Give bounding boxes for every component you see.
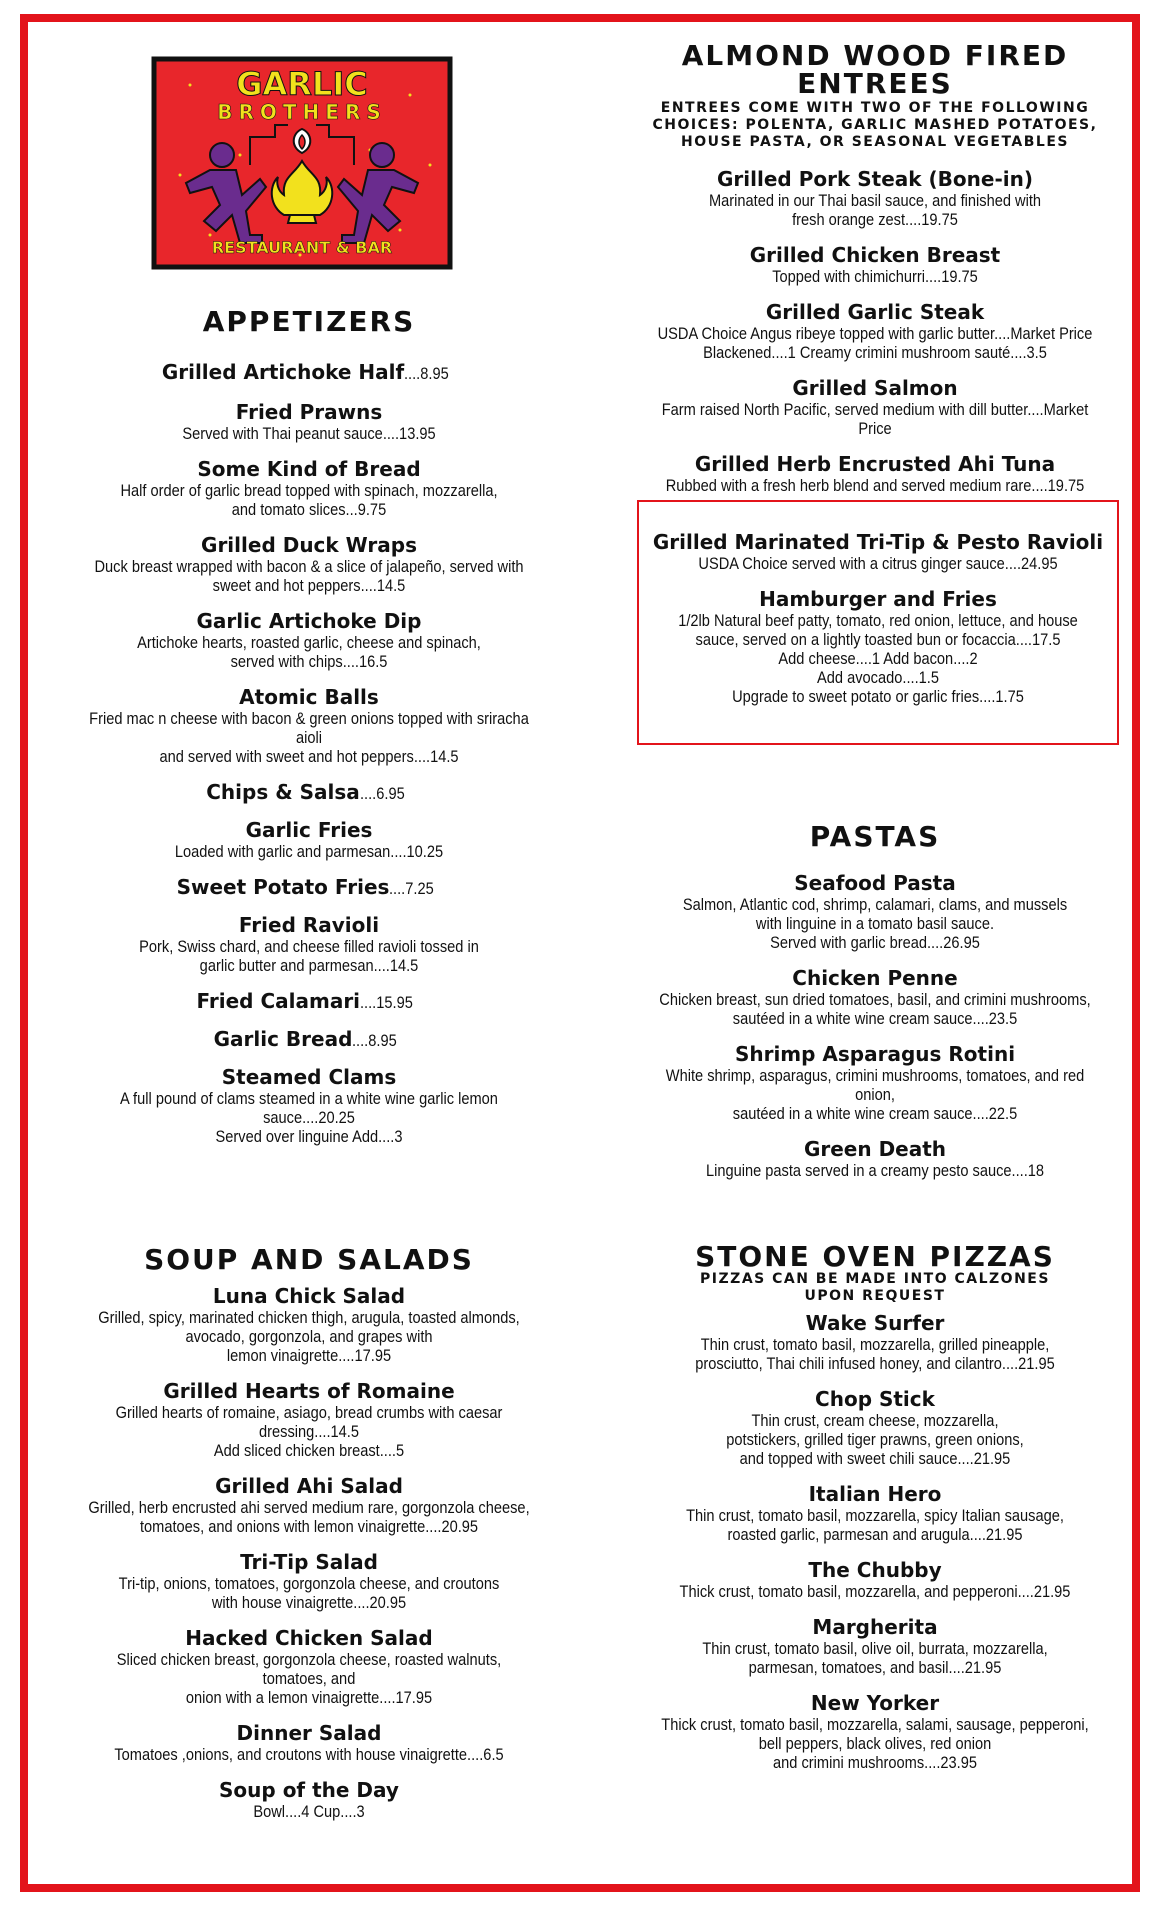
menu-item: [48, 1381, 570, 1460]
item-description: Linguine pasta served in a creamy pesto sauce....18: [705, 1161, 1045, 1180]
soups-section: [48, 1243, 570, 1821]
item-name: Garlic Artichoke Dip: [196, 609, 422, 633]
logo-line-1: GARLIC: [236, 65, 368, 103]
menu-item: [639, 532, 1117, 573]
item-name: Grilled Salmon: [792, 376, 958, 400]
menu-item: [48, 991, 570, 1013]
item-description: Grilled hearts of romaine, asiago, bread crumbs with caesar dressing....14.5 Add sliced chicken breast....5: [115, 1403, 503, 1460]
menu-item: [48, 611, 570, 671]
pizzas-title: STONE OVEN PIZZAS: [695, 1240, 1055, 1273]
menu-item: [618, 873, 1132, 952]
item-description: Rubbed with a fresh herb blend and served medium rare....19.75: [665, 476, 1085, 495]
garlic-icon: [294, 129, 311, 153]
item-description: Farm raised North Pacific, served medium with dill butter....Market Price: [661, 400, 1089, 438]
item-description: Chicken breast, sun dried tomatoes, basil, and crimini mushrooms, sautéed in a white wine cream sauce....23.5: [659, 990, 1091, 1028]
menu-item: [618, 1484, 1132, 1544]
item-description: Thick crust, tomato basil, mozzarella, and pepperoni....21.95: [679, 1582, 1071, 1601]
item-description: White shrimp, asparagus, crimini mushrooms, tomatoes, and red onion, sautéed in a white wine cream sauce....22.5: [665, 1066, 1085, 1123]
menu-item: [618, 1693, 1132, 1772]
item-description: USDA Choice served with a citrus ginger sauce....24.95: [698, 554, 1058, 573]
item-description: Thin crust, tomato basil, mozzarella, spicy Italian sausage, roasted garlic, parmesan and arugula....21.95: [686, 1506, 1064, 1544]
menu-item: [618, 1044, 1132, 1123]
menu-item: [618, 169, 1132, 229]
menu-item: [48, 1286, 570, 1365]
menu-item: [639, 589, 1117, 706]
item-name: Garlic Fries: [245, 818, 373, 842]
pizzas-subtitle: PIZZAS CAN BE MADE INTO CALZONES UPON REQUEST: [700, 1271, 1050, 1304]
appetizers-title: APPETIZERS: [202, 305, 416, 338]
item-name: Shrimp Asparagus Rotini: [734, 1042, 1016, 1066]
menu-item: [618, 1617, 1132, 1677]
item-description: Bowl....4 Cup....3: [253, 1802, 365, 1821]
item-name: Grilled Herb Encrusted Ahi Tuna: [694, 452, 1056, 476]
logo-line-2: BROTHERS: [217, 100, 387, 124]
item-name: Grilled Garlic Steak: [765, 300, 985, 324]
menu-item: [48, 820, 570, 861]
item-name: Soup of the Day: [219, 1778, 399, 1802]
menu-item: [48, 915, 570, 975]
entrees-section: [618, 39, 1132, 495]
item-description: Thin crust, tomato basil, mozzarella, grilled pineapple, prosciutto, Thai chili infused honey, and cilantro....21.95: [695, 1335, 1055, 1373]
menu-item: [48, 1067, 570, 1146]
menu-item: [48, 535, 570, 595]
item-description: Topped with chimichurri....19.75: [772, 267, 978, 286]
menu-item: [618, 1389, 1132, 1468]
menu-item: [48, 1476, 570, 1536]
menu-item: [48, 362, 570, 384]
item-description: Grilled, herb encrusted ahi served medium rare, gorgonzola cheese, tomatoes, and onions with lemon vinaigrette....20.95: [88, 1498, 530, 1536]
item-name: Grilled Hearts of Romaine: [163, 1379, 455, 1403]
entrees-title-line-1: ALMOND WOOD FIRED: [681, 39, 1069, 72]
appetizers-section: [48, 305, 570, 1146]
menu-item: [618, 1560, 1132, 1601]
item-name: Grilled Artichoke Half: [161, 360, 405, 384]
item-name: Grilled Chicken Breast: [749, 243, 1001, 267]
item-description: Loaded with garlic and parmesan....10.25: [174, 842, 444, 861]
item-name: Margherita: [812, 1615, 938, 1639]
item-description: Thin crust, tomato basil, olive oil, burrata, mozzarella, parmesan, tomatoes, and basil....21.95: [702, 1639, 1048, 1677]
menu-item: [48, 1723, 570, 1764]
menu-item: [48, 1029, 570, 1051]
item-name: Luna Chick Salad: [212, 1284, 406, 1308]
pastas-section: [618, 820, 1132, 1180]
entrees-title-line-2: ENTREES: [797, 67, 953, 100]
item-name: Some Kind of Bread: [197, 457, 421, 481]
item-name: Garlic Bread: [213, 1027, 353, 1051]
item-price: ....8.95: [352, 1031, 398, 1050]
item-description: Pork, Swiss chard, and cheese filled ravioli tossed in garlic butter and parmesan....14.5: [139, 937, 479, 975]
menu-item: [618, 378, 1132, 438]
item-price: ....7.25: [389, 879, 435, 898]
item-price: ....6.95: [359, 784, 405, 803]
item-description: Tri-tip, onions, tomatoes, gorgonzola cheese, and croutons with house vinaigrette....20.95: [118, 1574, 500, 1612]
item-name: The Chubby: [808, 1558, 942, 1582]
item-name: Steamed Clams: [221, 1065, 397, 1089]
menu-item: [48, 1628, 570, 1707]
pizzas-section: [618, 1240, 1132, 1772]
item-name: Fried Prawns: [235, 400, 383, 424]
item-name: Chicken Penne: [792, 966, 958, 990]
item-description: Artichoke hearts, roasted garlic, cheese and spinach, served with chips....16.5: [137, 633, 481, 671]
item-name: Hacked Chicken Salad: [185, 1626, 433, 1650]
item-name: Fried Ravioli: [238, 913, 380, 937]
item-price: ....15.95: [360, 993, 413, 1012]
menu-item: [618, 302, 1132, 362]
item-description: Fried mac n cheese with bacon & green onions topped with sriracha aioli and served with sweet and hot peppers....14.5: [89, 709, 529, 766]
menu-item: [618, 968, 1132, 1028]
item-description: USDA Choice Angus ribeye topped with garlic butter....Market Price Blackened....1 Creamy crimini mushroom sauté....3.5: [657, 324, 1093, 362]
item-description: Marinated in our Thai basil sauce, and finished with fresh orange zest....19.75: [708, 191, 1042, 229]
pastas-title: PASTAS: [809, 820, 941, 853]
logo-line-3: RESTAURANT & BAR: [211, 238, 393, 257]
specials-box: [637, 500, 1119, 745]
item-name: Green Death: [803, 1137, 947, 1161]
item-description: A full pound of clams steamed in a white wine garlic lemon sauce....20.25 Served over linguine Add....3: [120, 1089, 498, 1146]
menu-item: [618, 454, 1132, 495]
item-description: Sliced chicken breast, gorgonzola cheese, roasted walnuts, tomatoes, and onion with a lemon vinaigrette....17.95: [116, 1650, 502, 1707]
item-name: Tri-Tip Salad: [240, 1550, 378, 1574]
item-description: Duck breast wrapped with bacon & a slice of jalapeño, served with sweet and hot peppers....14.5: [94, 557, 524, 595]
menu-item: [618, 245, 1132, 286]
item-description: 1/2lb Natural beef patty, tomato, red onion, lettuce, and house sauce, served on a lightly toasted bun or focaccia....17.5 Add cheese....1 Add bacon....2 Add avocado....1.5 Upgrade to sweet potato or garlic fries....1.75: [678, 611, 1078, 706]
item-description: Tomatoes ,onions, and croutons with house vinaigrette....6.5: [114, 1745, 504, 1764]
item-name: Grilled Duck Wraps: [201, 533, 417, 557]
menu-item: [48, 877, 570, 899]
item-name: Sweet Potato Fries: [176, 875, 390, 899]
item-description: Salmon, Atlantic cod, shrimp, calamari, clams, and mussels with linguine in a tomato basil sauce. Served with garlic bread....26.95: [682, 895, 1068, 952]
garlic-brothers-logo: [150, 55, 454, 271]
item-description: Thin crust, cream cheese, mozzarella, potstickers, grilled tiger prawns, green onions, and topped with sweet chili sauce....21.95: [726, 1411, 1024, 1468]
menu-item: [618, 1139, 1132, 1180]
item-description: Served with Thai peanut sauce....13.95: [182, 424, 436, 443]
item-name: Fried Calamari: [196, 989, 361, 1013]
menu-item: [48, 459, 570, 519]
entrees-subtitle: ENTREES COME WITH TWO OF THE FOLLOWING CHOICES: POLENTA, GARLIC MASHED POTATOES, HOUSE PASTA, OR SEASONAL VEGETABLES: [652, 100, 1098, 150]
item-name: Wake Surfer: [805, 1311, 945, 1335]
item-name: New Yorker: [810, 1691, 940, 1715]
item-name: Grilled Ahi Salad: [215, 1474, 403, 1498]
item-description: Thick crust, tomato basil, mozzarella, salami, sausage, pepperoni, bell peppers, black olives, red onion and crimini mushrooms....23.95: [661, 1715, 1089, 1772]
item-name: Chips & Salsa: [206, 780, 360, 804]
item-name: Grilled Marinated Tri-Tip & Pesto Ravioli: [652, 530, 1104, 554]
soups-title: SOUP AND SALADS: [144, 1243, 474, 1276]
item-price: ....8.95: [404, 364, 449, 383]
item-name: Chop Stick: [815, 1387, 935, 1411]
menu-item: [48, 1552, 570, 1612]
item-name: Seafood Pasta: [794, 871, 956, 895]
menu-item: [48, 782, 570, 804]
item-name: Dinner Salad: [236, 1721, 382, 1745]
menu-item: [48, 1780, 570, 1821]
item-name: Hamburger and Fries: [759, 587, 997, 611]
item-name: Atomic Balls: [239, 685, 379, 709]
menu-item: [48, 402, 570, 443]
menu-item: [48, 687, 570, 766]
menu-item: [618, 1313, 1132, 1373]
item-description: Half order of garlic bread topped with spinach, mozzarella, and tomato slices...9.75: [120, 481, 498, 519]
item-name: Italian Hero: [808, 1482, 942, 1506]
item-name: Grilled Pork Steak (Bone-in): [717, 167, 1033, 191]
item-description: Grilled, spicy, marinated chicken thigh, arugula, toasted almonds, avocado, gorgonzola, and grapes with lemon vinaigrette....17.95: [98, 1308, 520, 1365]
